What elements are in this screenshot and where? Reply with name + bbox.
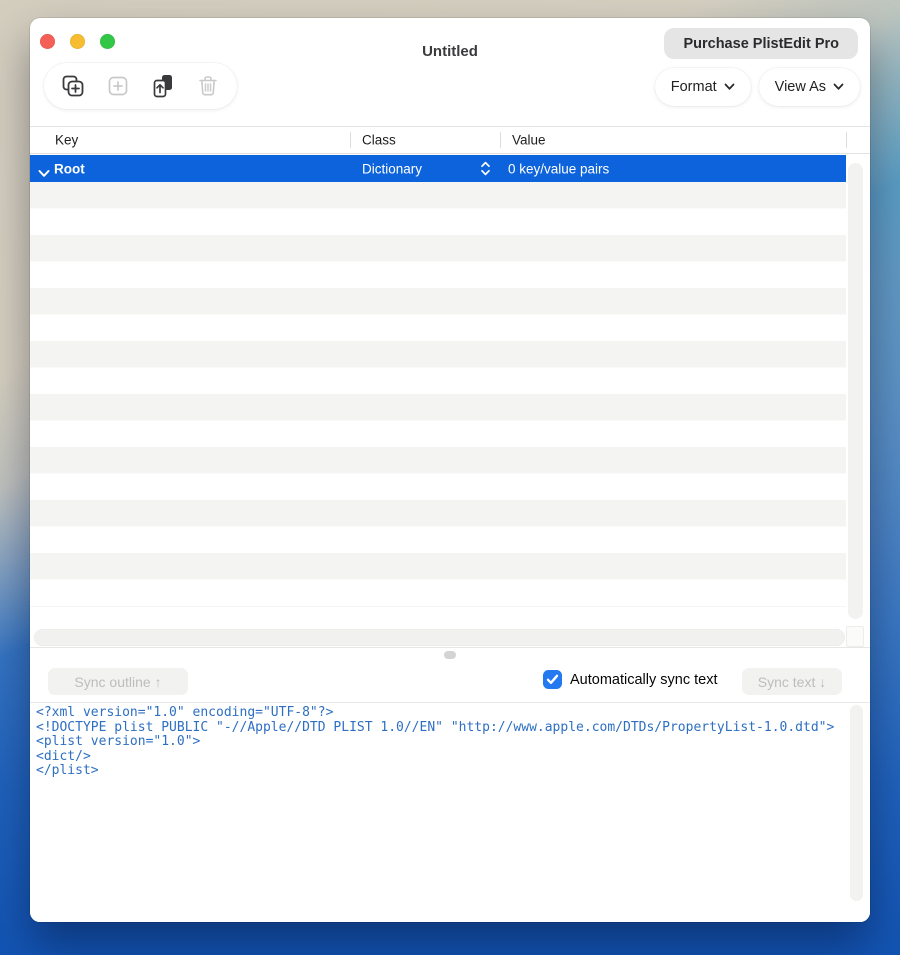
row-class[interactable]: Dictionary <box>362 161 423 176</box>
auto-sync-label: Automatically sync text <box>570 671 718 688</box>
class-stepper-icon[interactable] <box>480 161 491 181</box>
scrollbar-corner <box>846 626 864 647</box>
xml-line: <dict/> <box>36 748 91 764</box>
xml-line: <?xml version="1.0" encoding="UTF-8"?> <box>36 705 334 720</box>
column-header-value[interactable]: Value <box>512 132 546 148</box>
text-vertical-scrollbar[interactable] <box>850 705 863 901</box>
column-header-class[interactable]: Class <box>362 132 396 148</box>
row-value: 0 key/value pairs <box>508 161 610 176</box>
column-header-key[interactable]: Key <box>55 132 79 148</box>
column-divider[interactable] <box>500 132 501 148</box>
new-child-icon[interactable] <box>57 70 89 102</box>
table-row-root[interactable] <box>30 155 846 182</box>
column-divider[interactable] <box>846 132 847 148</box>
table-header <box>30 126 870 154</box>
disclosure-triangle-icon[interactable] <box>38 165 50 183</box>
chevron-down-icon <box>724 83 735 91</box>
chevron-down-icon <box>833 83 844 91</box>
pane-splitter[interactable] <box>30 647 870 648</box>
toolbar-right <box>655 68 860 106</box>
column-divider[interactable] <box>350 132 351 148</box>
splitter-handle-icon[interactable] <box>444 651 456 659</box>
purchase-button[interactable]: Purchase PlistEdit Pro <box>664 28 858 59</box>
toolbar-icon-group <box>44 63 237 109</box>
outline-vertical-scrollbar[interactable] <box>848 163 863 619</box>
xml-line: <plist version="1.0"> <box>36 734 201 750</box>
add-sibling-icon[interactable] <box>102 70 134 102</box>
window-title: Untitled <box>422 43 478 60</box>
view-as-button[interactable] <box>759 68 860 106</box>
paste-icon[interactable] <box>147 70 179 102</box>
row-key: Root <box>54 161 85 176</box>
xml-line: </plist> <box>36 763 99 779</box>
auto-sync-control <box>543 670 717 689</box>
sync-outline-button[interactable]: Sync outline ↑ <box>48 668 188 695</box>
plistedit-window <box>30 18 870 922</box>
auto-sync-checkbox[interactable] <box>543 670 562 689</box>
view-as-button-label: View As <box>774 79 826 95</box>
xml-source-text <box>30 703 870 779</box>
xml-text-editor[interactable] <box>30 702 870 922</box>
empty-rows-stripes <box>30 182 846 607</box>
outline-view <box>30 154 870 647</box>
delete-icon[interactable] <box>192 70 224 102</box>
sync-text-button[interactable]: Sync text ↓ <box>742 668 842 695</box>
format-button-label: Format <box>670 79 717 95</box>
checkmark-icon <box>546 674 559 685</box>
outline-horizontal-scrollbar[interactable] <box>34 629 845 646</box>
xml-line: <!DOCTYPE plist PUBLIC "-//Apple//DTD PLIST 1.0//EN" "http://www.apple.com/DTDs/PropertyList-1.0.dtd"> <box>36 719 835 735</box>
format-button[interactable] <box>655 68 751 106</box>
